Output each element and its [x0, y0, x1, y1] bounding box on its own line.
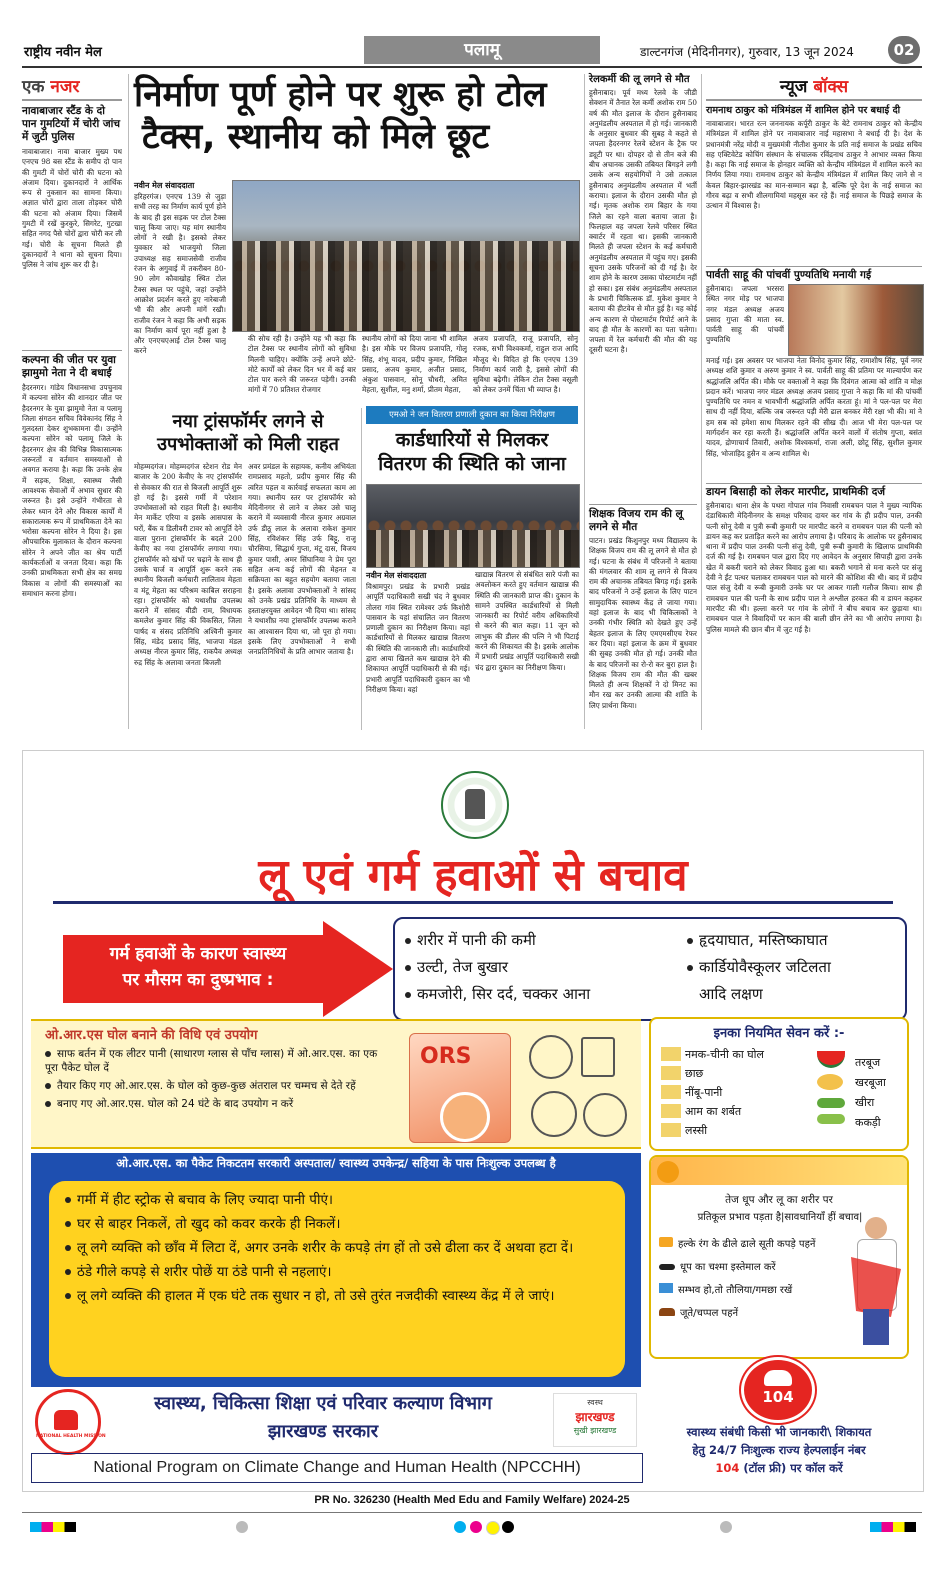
card-headline: [366, 428, 578, 476]
card-photo-shop: [366, 484, 580, 568]
ek-nazar-column: [22, 74, 122, 729]
shirt-icon: [659, 1237, 673, 1247]
ors-steps-illustration-icon: [523, 1031, 633, 1141]
arrow-text-line2: पर मौसम का दुष्प्रभाव :: [122, 970, 274, 990]
pr-number: PR No. 326230 (Health Med Edu and Family Welfare) 2024-25: [314, 1494, 630, 1506]
newsbox-label: [706, 74, 922, 101]
towel-icon: [659, 1283, 673, 1293]
newsbox-story2-body-a: हुसैनाबाद। जपला भरसरा स्थित नगर मोड़ पर भाजपा नगर मंडल अध्यक्ष अजय प्रसाद गुप्ता की माता स्व. पार्वती साहू की पांचवीं पुण्यतिथि: [706, 284, 784, 345]
color-registration-bar: [30, 1520, 920, 1534]
caution-panel: [649, 1155, 909, 1359]
story-chori-body: नावाबाजार। नावा बाजार मुख्य पथ एनएच 98 बस स्टैंड के समीप दो पान की गुमटी में चोरों चोरी की घटना को अंजाम दिया। दुकानदारों ने आर्थिक रूप से नुकसान का सामना किया। अज्ञात चोरों द्वारा ताला तोड़कर चोरी की घटना को अंजाम दिया। जिसमें गुमटी में रखें कुरकुरे, सिगरेट, गुटखा सहित नगद पैसे चोरों द्वारा चोरी कर ली गई। चोरी के सूचना मिलते ही दुकानदारों ने थाना को सूचना दिया। पुलिस ने जांच शुरू कर दी है।: [22, 147, 122, 270]
regular-title: इनका नियमित सेवन करें :-: [713, 1026, 845, 1041]
teacher-headline: शिक्षक विजय राम की लू लगने से मौत: [589, 504, 697, 534]
lead-headline-line2: टैक्स, स्थानीय को मिले छूट: [142, 117, 490, 157]
ors-packet-label: ORS: [420, 1044, 472, 1069]
effects-arrow: [63, 921, 393, 1017]
drink-item: नमक-चीनी का घोल: [685, 1048, 764, 1061]
drink-item: नींबू-पानी: [685, 1086, 723, 1099]
teacher-body: पाटन। प्रखंड किशुनपुर मध्य विद्यालय के शिक्षक विजय राम की लू लगने से मौत हो गई। घटना के संबंध में परिजनों ने बताया की मंगलवार की शाम लू लगने से विजय राम की अचानक तबियत बिगड़ गई। इसके बाद परिजनों ने उन्हें इलाज के लिए पाटन सामुदायिक स्वास्थ्य केंद्र ले जाया गया। वहां इलाज के बाद भी चिकित्सकों ने उनकी गंभीर स्थिति को देखते हुए उन्हें बेहतर इलाज के लिए एमएमसीएच रेफर कर दिया। वहां इलाज के क्रम में बुधवार की सुबह उनकी मौत हो गई। उनकी मौत के बाद परिजनों का रो-रो कर बुरा हाल है। शिक्षक विजय राम की मौत की खबर मिलते ही अन्य शिक्षकों ने दो मिनट का मौन रख कर उनकी आत्मा की शांति के लिए प्रार्थना किया।: [589, 536, 697, 710]
newsbox-story1-body: नावाबाजार। भारत रत्न जननायक कर्पूरी ठाकुर के बेटे रामनाथ ठाकुर को केन्द्रीय मंत्रिमंडल में शामिल होने पर नावाबाजार नाई महासभा ने बधाई दी है। देश के प्रधानमंत्री नरेंद्र मोदी व मुख्यमंत्री नीतीश कुमार के प्रति नाई समाज के प्रखंड सचिव सह एक्टिवेटेड कोचिंग संस्थान के संचालक रविंद्रनाथ ठाकुर ने आभार व्यक्त किया है। कहा कि नाई समाज के होनहार व्यक्ति को केन्द्रीय मंत्रिमंडल में शामिल करने का निर्णय लिया गया। रामनाथ ठाकुर को केन्द्रीय मंत्रिमंडल में शामिल किए जाने से न केवल बिहार-झारखंड का मान-सम्मान बढ़ा है, बल्कि पूरे देश के नाई समाज का गौरव बढ़ा व सभी शीलगामियां महसूस कर रहे हैं। नाई समाज के पिछड़े समाज के उत्थान में विश्वास है।: [706, 119, 922, 211]
heatwave-advertisement: [22, 750, 924, 1492]
transformer-body-1: मोहम्मदगंज। मोहम्मदगंज स्टेशन रोड मेन बाजार के 200 केवीए के नए ट्रांसफॉर्मर से सेवकार की रात से बिजली आपूर्ति शुरू हो गई है। इससे गर्मी में परेशान उपभोक्ताओं को राहत मिली है। स्थानीय मेन मार्केट एरिया व इसके आसपास के घरों, बैंक व डिलीवरी टावर को आपूर्ति देने वाला पुराना ट्रांसफॉर्मर के बदले 200 केवीए का नया ट्रांसफॉर्मर लगाया गया। ट्रांसफॉर्मर को खंभों पर चढ़ाने के साथ ही उसके चार्ज व आपूर्ति शुरू करने तक स्थानीय बिजली कर्मचारी लालिताव मेहता व मंटू मेहता का परिश्रम काबिल सराहना रहा। ट्रांसफॉर्मर को यथाशीघ्र उपलब्ध कराने में सांसद वीडी राम, विधायक कमलेश कुमार सिंह की विकसित, जिला पार्षद व संसद प्रतिनिधि अश्विनी कुमार सिंह, मंडेद प्रसाद सिंह, भाजपा मंडल अध्यक्ष नीरज कुमार सिंह, राकपैव अध्यक्ष रुद्र सिंह के अलावा जनता बिजली: [134, 462, 242, 667]
program-strip: [31, 1453, 643, 1483]
page-number: 02: [888, 36, 920, 64]
shoe-icon: [659, 1308, 675, 1316]
drink-item: लस्सी: [685, 1124, 708, 1137]
lead-headline-line1: निर्माण पूर्ण होने पर शुरू हो टोल: [134, 75, 547, 115]
glass-icons: [661, 1047, 681, 1139]
masthead: [22, 36, 922, 64]
paper-name: राष्ट्रीय नवीन मेल: [24, 45, 102, 60]
helpline-line1: स्वास्थ्य संबंधी किसी भी जानकारी\ शिकायत: [686, 1425, 872, 1439]
sun-icon: [657, 1161, 679, 1183]
fruit-item: ककड़ी: [855, 1116, 881, 1129]
effect-item: हृदयाघात, मस्तिष्काघात: [687, 927, 897, 954]
helpline-tollfree: (टॉल फ्री) पर कॉल करें: [743, 1461, 843, 1475]
ors-step: साफ बर्तन में एक लीटर पानी (साधारण ग्लास से पाँच ग्लास) में ओ.आर.एस. का एक पूरा पैकेट घोल दें: [45, 1048, 378, 1074]
helpline-badge: [741, 1357, 815, 1423]
department-strip: [31, 1387, 641, 1451]
rail-headline: रेलकर्मी की लू लगने से मौत: [589, 74, 690, 85]
tips-box: [49, 1181, 625, 1377]
fruit-icons: [817, 1051, 849, 1139]
sunglasses-icon: [659, 1264, 675, 1270]
lead-body-3: स्थानीय लोगों को दिया जाना भी शामिल है। इस मौके पर विजय प्रजापति, गोलू सिंह, शंभू यादव, प्रदीप कुमार, निखिल प्रसाद, अजय कुमार, अजीत प्रसाद, अंकुश पासवान, सोनू चौधरी, अमित मेहता, सुशील, मनु शर्मा, प्रीतम मेहता,: [362, 334, 467, 395]
newsbox-label-b: बॉक्स: [813, 77, 849, 97]
caution-title-line1: तेज धूप और लू का शरीर पर: [725, 1194, 833, 1206]
card-body-2: खाद्यान्न वितरण से संबंधित सारे पंजी का अवलोकन करते हुए वर्तमान खाद्यान्न की स्थिति की जानकारी प्राप्त की। दुकान के सामने उपस्थित कार्डधारियों से मिली जानकारी का रिपोर्ट वरीय अधिकारियों से करने की बात कहा। 11 जून को लाभुक की डीलर की पत्नि ने भी पिटाई करने की शिकायत की है। इसके आलोक में प्रभारी प्रखंड आपूर्ति पदाधिकारी सखी चंद द्वारा दुकान का निरीक्षण किया।: [475, 570, 579, 672]
effect-item: उल्टी, तेज बुखार: [405, 954, 685, 981]
rail-column: [589, 74, 697, 730]
arrow-text-line1: गर्म हवाओं के कारण स्वास्थ्य: [109, 944, 287, 964]
effect-item: शरीर में पानी की कमी: [405, 927, 685, 954]
ek-nazar-label: [22, 74, 122, 101]
card-strap: [366, 406, 578, 424]
caution-item: सम्भव हो,तो तौलिया/गमछा रखें: [659, 1279, 849, 1302]
swasth-logo-bot: सुखी झारखण्ड: [573, 1426, 617, 1435]
tip-item: गर्मी में हीट स्ट्रोक से बचाव के लिए ज्यादा पानी पीएं।: [65, 1191, 613, 1209]
transformer-headline: [134, 410, 362, 456]
swasth-logo-top: स्वस्थ: [587, 1398, 603, 1407]
dateline: डाल्टनगंज (मेदिनीनगर), गुरुवार, 13 जून 2024: [640, 45, 854, 59]
effects-box: [393, 917, 907, 1021]
section-label: [364, 36, 600, 64]
lead-headline: [134, 74, 579, 158]
ors-packet-icon: [409, 1033, 511, 1143]
story-kalpana-body: हैदरनगर। गांडेय विधानसभा उपचुनाव में कल्पना सोरेन की शानदार जीत पर हैदरनगर के युवा झामुमो नेता व पलामू जिला संगठन सचिव विवेकानंद सिंह ने गुलदस्ता देकर शुभकामना दी। उन्होंने कल्पना सोरेन को पलामू जिले के हैदरनगर क्षेत्र की विभिन्न विकासात्मक जरूरतों व वर्तमान समस्याओं से अवगत कराया है। कहा कि उनके क्षेत्र में सड़क, शिक्षा, स्वास्थ्य जैसी आवश्यक सेवाओं में अभाव सुधार की जरूरत है। इसे उन्होंने गंभीरता से लेकर ध्यान देने और विकास कार्यों में सकारात्मक रूप में प्राथमिकता देने का भरोसा कल्पना सोरेन ने दिया है। इस औपचारिक मुलाकात के दौरान कल्पना सोरेन ने अपने जीत का श्रेय पार्टी कार्यकर्ताओं व जनता दिया। कहा कि उनकी प्राथमिकता सभी क्षेत्र का समग्र विकास व लोगों की समस्याओं का समाधान करना होगा।: [22, 383, 122, 598]
lead-body-2: की सोच रही है। उन्होंने यह भी कहा कि टोल टैक्स पर स्थानीय लोगों को सुविधा मिलनी चाहिए। क्योंकि उन्हें अपने छोटे-मोटे कार्यों को लेकर दिन भर में कई बार टोल पार करने की जरूरत पड़ेगी। उनकी मांगों में 70 प्रतिशत रोजगार: [248, 334, 356, 395]
newsbox-story1-headline: रामनाथ ठाकुर को मंत्रिमंडल में शामिल होने पर बधाई दी: [706, 105, 901, 116]
ad-main-title: लू एवं गर्म हवाओं से बचाव: [258, 850, 688, 901]
department-name: स्वास्थ्य, चिकित्सा शिक्षा एवं परिवार कल्याण विभाग: [154, 1393, 492, 1414]
free-ors-banner: ओ.आर.एस. का पैकेट निकटतम सरकारी अस्पताल/ स्वास्थ्य उपकेन्द्र/ सहिया के पास निःशुल्क उपलब्ध है: [116, 1156, 556, 1170]
newsbox-story2-body-b: मनाई गई। इस अवसर पर भाजपा नेता विनोद कुमार सिंह, रामाशीष सिंह, पूर्व नगर अध्यक्ष शशि कुमार व अरुण कुमार ने स्व. पार्वती साहू की प्रतिमा पर माल्यार्पण कर श्रद्धांजलि अर्पित की। मौके पर वक्ताओं ने कहा कि दिवंगत आत्मा को शांति व मोक्ष प्रदान करें। भाजपा नगर मंडल अध्यक्ष अजय प्रसाद गुप्ता ने कहा कि मां की पांचवीं पुण्यतिथि पर नमन व भावभीनी श्रद्धांजलि अर्पित करता हूं। मां ने पल-पल पर मेरा साथ दी नहीं दिया, बल्कि जब जरूरत पड़ी मेरी ढाल बनकर मेरी रक्षा भी की। मां ने हम सब को हमेशा साथ मिलकर रहने की सीख दी। आज भी मेरा पल-पल पर मार्गदर्शन कर रहा करती हैं। श्रद्धांजलि अर्पित करने वालों में संतोष गुप्ता, बसंत यादव, द्रोणाचार्य तिवारी, अशोक विश्वकर्मा, राजा अली, छोटू सिंह, सुशील कुमार सिंह, भोजाहिद हुसैन व अन्य शामिल थे।: [706, 356, 922, 458]
fruit-item: खीरा: [855, 1096, 875, 1109]
caution-item: हल्के रंग के ढीले ढाले सूती कपड़े पहनें: [659, 1233, 849, 1256]
tip-item: ठंडे गीले कपड़े से शरीर पोछें या ठंडे पानी से नहलाएं।: [65, 1263, 613, 1281]
transformer-headline-line2: उपभोक्ताओं को मिली राहत: [157, 434, 339, 455]
nhm-logo-icon: [35, 1389, 106, 1455]
caution-item: धूप का चश्मा इस्तेमाल करें: [659, 1256, 849, 1279]
lead-body-4: अजय प्रजापति, राजू प्रजापति, सोनू रजक, सभी विश्वकर्मा, राहुल राज आदि मौजूद थे। विदित हो कि एनएच 139 निर्माण कार्य जारी है, इससे लोगों की सुविधा बढ़ेगी। लेकिन टोल टैक्स वसूली को लेकर उनमें चिंता भी व्याप्त है।: [473, 334, 578, 395]
ors-panel: [31, 1019, 641, 1149]
tip-item: लू लगे व्यक्ति की हालत में एक घंटे तक सुधार न हो, तो उसे तुरंत नजदीकी स्वास्थ्य केंद्र में ले जाएं।: [65, 1287, 613, 1305]
program-name: National Program on Climate Change and Human Health (NPCCHH): [93, 1459, 581, 1476]
newsbox-story3-headline: डायन बिसाही को लेकर मारपीट, प्राथमिकी दर्ज: [706, 483, 922, 499]
tips-panel: [31, 1153, 641, 1387]
ors-step: तैयार किए गए ओ.आर.एस. के घोल को कुछ-कुछ अंतराल पर चम्मच से देते रहें: [45, 1079, 390, 1093]
fruit-item: खरबूजा: [855, 1076, 886, 1089]
newsbox-story2-headline: पार्वती साहू की पांचवीं पुण्यतिथि मनायी गई: [706, 266, 922, 282]
lead-photo-protest: [232, 180, 580, 332]
tip-item: लू लगे व्यक्ति को छाँव में लिटा दें, अगर उनके शरीर के कपड़े तंग हों तो उसे ढीला कर दें अथवा हटा दें।: [65, 1239, 613, 1257]
helpline-number: 104: [715, 1461, 740, 1475]
nhm-logo-text: NATIONAL HEALTH MISSION: [36, 1434, 106, 1439]
story-kalpana-headline: कल्पना की जीत पर युवा झामुमो नेता ने दी बधाई: [22, 350, 122, 380]
newsbox-story3-body: हुसैनाबाद। थाना क्षेत्र के पथरा गोपाल गांव निवासी रामबचन पाल ने मुख्य न्यायिक दंडाधिकारी मेदिनीनगर के समक्ष परिवाद दायर कर गांव के ही प्रदीप पाल, उनकी पत्नी सोनू देवी व पुत्री रूबी कुमारी पर मारपीट करने व रामबचन पाल की पत्नी को डायन कह कर प्रताड़ित करने का आरोप लगाया है। परिवाद के आलोक पर हुसैनाबाद थाना में प्रदीप पाल उनकी पत्नी संजु देवी, पुत्री रूबी कुमारी के खिलाफ प्राथमिकी दर्ज की गई है। रामबचन पाल द्वारा दिए गए आवेदन के अनुसार सिपाही द्वारा उनके खेत में बकरी चराने को लेकर विवाद हुआ था। बकरी भगाने से मना करने पर संजु देवी ने ईंट पत्थर चलाकर रामबचन पाल को मारने की कोशिश की थी। बाद में प्रदीप पाल संजु देवी व रूबी कुमारी उनके घर पर आकर गाली गलौज किया। साथ ही रामबचन पाल की पत्नी के साथ प्रदीप पाल ने अश्लील हरकत की व डायन कहकर मारपीट की थी। हल्ला करने पर गांव के लोगों ने बीच बचाव कर छुड़ाया था। रामबचन पाल ने विवादियों पर कान की बाली छीन लेने का भी आरोप लगाया है। पुलिस मामले की छान बीन में जुट गई है।: [706, 501, 922, 634]
story-chori-headline: नावाबाजार स्टैंड के दो पान गुमटियों में चोरी जांच में जुटी पुलिस: [22, 105, 121, 143]
transformer-body-2: अवर प्रमंडल के सहायक, कनीय अभियंता रामप्रसाद महतो, प्रदीप कुमार सिंह की त्वरित पहल व कार्रवाई सफलता काम आ गया। स्थानीय स्तर पर ट्रांसफॉर्मर को मेदिनीनगर से लाने व लेकर उसे चालू कराने में व्यवसायी नीरज कुमार अग्रवाल उर्फ डीठू लाल के अलावा राकेश कुमार सिंह, रविशंकर सिंह उर्फ बिट्टू, राजू चौरसिया, सिद्धार्थ गुप्ता, मंटू दास, विजय कुमार पासी, अमर सिंघानिया ने प्रेम पूरा सहित अन्य कई लोगों की मेहनत व सक्रियता का बहुत सहयोग बताया जाता है। इसके अलावा उपभोक्ताओं ने सांसद को उनके प्रखंड प्रतिनिधि के माध्यम से हस्ताक्षरयुक्त आवेदन भी दिया था। सांसद ने यथाशीघ्र नया ट्रांसफॉर्मर उपलब्ध कराने का आश्वासन दिया था, जो पूरा हो गया। इसके लिए उपभोक्ताओं ने सभी जनप्रतिनिधियों के प्रति आभार जताया है।: [248, 462, 356, 657]
tip-item: घर से बाहर निकलें, तो खुद को कवर करके ही निकलें।: [65, 1215, 613, 1233]
fruit-item: तरबूज: [855, 1056, 881, 1069]
rail-body: हुसैनाबाद। पूर्व मध्य रेलवे के जीडी सेक्शन में तैनात रेल कर्मी अशोक राम 50 वर्ष की मौत इलाज के दौरान हुसैनाबाद अनुमंडलीय अस्पताल में हो गई। जानकारी के अनुसार बुधवार की सुबह वे कहते से जपला हैदरनगर रेलवे स्टेशन के ट्रैक पर ड्यूटी पर था। दोपहर दो से तीन बजे की बीच अचानक उसकी तबियत बिगड़ने लगी उसके अन्य सहयोगियों ने उसे तत्काल हुसैनाबाद अनुमंडलीय अस्पताल में भर्ती कराया। इलाज के दौरान उसकी मौत हो गई। मृतक अशोक राम बिहार के गया जिले का रहने वाला बताया जाता है। फिलहाल वह जपला रेलवे परिसर स्थित क्वार्टर में रहता था। इसकी जानकारी मिलते ही जपला स्टेशन के कई कर्मचारी अनुमंडलीय अस्पताल में पहुंच गए। इसकी सूचना उसके परिजनों को दी गई है। देर शाम होने के कारण उसका पोस्टमार्टम नहीं हो सका। इस संबंध अनुमंडलीय अस्पताल के प्रभारी चिकित्सक डॉ. मुकेश कुमार ने बताया की हीटवेव से मौत हुई है। यह कोई अन्य कारण से पोस्टमार्टम रिपोर्ट आने के बाद ही मौत के कारणों का पता चलेगा। जपला में रेल कर्मचारी की मौत की यह दूसरी घटना है।: [589, 88, 697, 355]
drink-item: आम का शर्बत: [685, 1105, 742, 1118]
effect-item: कार्डियोवैस्कूलर जटिलता: [687, 954, 897, 981]
card-strap-text: एमओ ने जन वितरण प्रणाली दुकान का किया निरीक्षण: [389, 410, 555, 420]
helpline-badge-number: 104: [762, 1388, 794, 1406]
lead-byline: नवीन मेल संवाददाता: [134, 181, 195, 190]
card-body-1: विश्रामपुर। प्रखंड के प्रभारी प्रखंड आपूर्ति पदाधिकारी सखी चंद ने बुधवार तोलरा गांव स्थित रामेश्वर उर्फ किशोरी पासवान के यहां संचालित जन वितरण प्रणाली दुकान का निरीक्षण किया। वहां कार्डधारियों से मिलकर खाद्यान्न वितरण की स्थिति की जानकारी ली। कार्डधारियों द्वारा आया खिलते कम खाद्यान्न देने की शिकायत आपूर्ति पदाधिकारी से की गई। प्रभारी आपूर्ति पदाधिकारी दुकान का भी निरीक्षण किया। वहां: [366, 582, 470, 694]
card-headline-line2: वितरण की स्थिति को जाना: [378, 453, 566, 475]
swasth-jharkhand-logo: [553, 1393, 637, 1447]
doctor-illustration-icon: [851, 1217, 901, 1347]
regular-intake-panel: [649, 1017, 909, 1151]
lead-body-1: हरिहरगंज। एनएच 139 से जुड़ा सभी तरह का निर्माण कार्य पूर्ण होने के बाद ही इस सड़क पर टोल टैक्स चालू किया जाए। यह मांग स्थानीय लोगों ने रखी है। इसको लेकर युवकार को भाजयुमो जिला उपाध्यक्ष सह समाजसेवी राजीव रंजन के अगुवाई में तकरीबन 80-90 लोग कौवाखोह स्थित टोल टैक्स स्थल पर पहुंचे, जहां उन्होंने आक्रोश प्रदर्शन करते हुए नारेबाजी भी की और अपनी मांगें रखी। राजीव रंजन ने कहा कि अभी सड़क का निर्माण कार्य पूरा नहीं हुआ है और एनएचएआई टोल टैक्स चालू करने: [134, 192, 226, 356]
jharkhand-emblem-icon: [441, 771, 509, 839]
card-byline: नवीन मेल संवाददाता: [366, 571, 427, 580]
caution-title-line2: प्रतिकूल प्रभाव पड़ता है|सावधानियाँ हीं बचाव|: [697, 1212, 863, 1223]
newsbox-photo-tribute: [788, 284, 924, 356]
label-nazar: नजर: [50, 77, 80, 97]
government-name: झारखण्ड सरकार: [267, 1421, 379, 1442]
helpline-line3: [649, 1461, 909, 1476]
section-title: पलामू: [464, 40, 500, 60]
effect-item: आदि लक्षण: [699, 985, 763, 1003]
newsbox-column: [706, 74, 922, 730]
ors-step: बनाए गए ओ.आर.एस. घोल को 24 घंटे के बाद उपयोग न करें: [45, 1097, 390, 1111]
caution-item: जूते/चप्पल पहनें: [659, 1302, 849, 1325]
transformer-headline-line1: नया ट्रांसफॉर्मर लगने से: [172, 411, 324, 432]
helpline-line2: हेतु 24/7 निःशुल्क राज्य हेल्पलाईन नंबर: [692, 1443, 866, 1457]
phone-icon: [764, 1370, 792, 1386]
drink-item: छाछ: [685, 1067, 704, 1080]
swasth-logo-mid: झारखण्ड: [575, 1410, 615, 1424]
label-ek: एक: [22, 77, 45, 97]
ors-title: ओ.आर.एस घोल बनाने की विधि एवं उपयोग: [45, 1028, 258, 1043]
card-headline-line1: कार्डधारियों से मिलकर: [395, 429, 549, 451]
effect-item: कमजोरी, सिर दर्द, चक्कर आना: [405, 981, 685, 1008]
newsbox-label-a: न्यूज: [779, 77, 808, 97]
